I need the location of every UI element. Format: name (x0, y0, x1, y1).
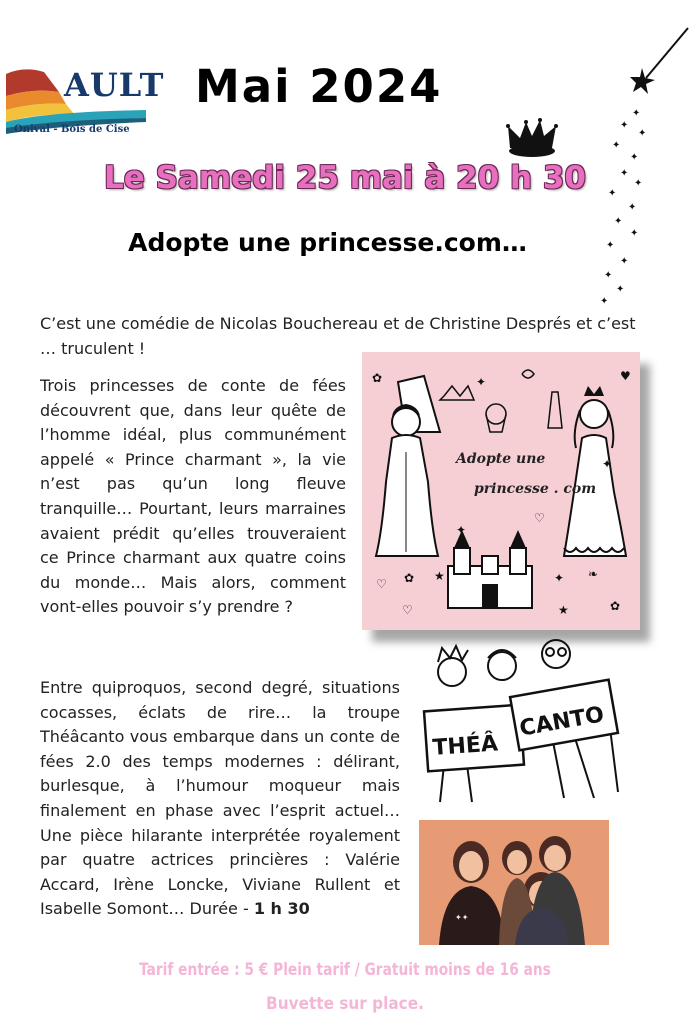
svg-text:✦: ✦ (476, 375, 487, 389)
svg-text:★: ★ (434, 569, 445, 583)
troupe-logo-part-1: THÉÂ (431, 731, 499, 761)
poster-title-line-2: princesse . com (474, 481, 597, 497)
svg-text:✦: ✦ (630, 228, 639, 239)
svg-text:✦: ✦ (554, 571, 565, 585)
troupe-paragraph (40, 676, 400, 922)
svg-text:✦: ✦ (634, 178, 643, 189)
svg-text:✦: ✦ (602, 457, 613, 471)
actresses-photo (419, 820, 609, 945)
show-title: Adopte une princesse.com… (128, 228, 527, 257)
svg-text:✦: ✦ (606, 240, 615, 251)
troupe-logo-part-2: CANTO (517, 702, 606, 742)
svg-text:❧: ❧ (588, 567, 599, 581)
svg-text:✦: ✦ (632, 108, 641, 119)
svg-text:✦✦: ✦✦ (455, 913, 469, 922)
svg-text:✦: ✦ (616, 284, 625, 295)
svg-text:✦: ✦ (600, 296, 609, 307)
svg-text:✿: ✿ (372, 371, 383, 385)
svg-text:✦: ✦ (614, 216, 623, 227)
story-paragraph: Trois princesses de conte de fées découvrent que, dans leur quête de l’homme idéal, plus communément appelé « Prince charmant », la vie n’est pas qu’un long fleuve tranquille… Pourtant, leurs marraines avaient prédit qu’elles trouveraient ce Prince charmant aux quatre coins du monde… Mais alors, comment vont-elles pouvoir s’y prendre ? (40, 376, 346, 617)
crown-icon (506, 118, 558, 160)
svg-text:✦: ✦ (456, 523, 467, 537)
svg-text:♡: ♡ (402, 603, 413, 617)
svg-text:♡: ♡ (534, 511, 545, 525)
svg-text:✦: ✦ (620, 168, 629, 179)
svg-text:✦: ✦ (620, 256, 629, 267)
page-title: Mai 2024 (195, 60, 443, 113)
poster-title-line-1: Adopte une (456, 451, 546, 467)
theacanto-logo (418, 632, 640, 808)
buvette-info: Buvette sur place. (266, 994, 424, 1014)
svg-text:✦: ✦ (612, 140, 621, 151)
logo-subtitle: Onival - Bois de Cise (14, 124, 130, 135)
svg-text:✦: ✦ (628, 202, 637, 213)
intro-paragraph: C’est une comédie de Nicolas Bouchereau et de Christine Després et c’est … truculent ! (40, 314, 636, 358)
event-date: Le Samedi 25 mai à 20 h 30 (104, 160, 586, 196)
svg-text:✦: ✦ (608, 188, 617, 199)
svg-text:♡: ♡ (376, 577, 387, 591)
logo-wordmark: AULT (64, 66, 165, 104)
price-info: Tarif entrée : 5 € Plein tarif / Gratuit moins de 16 ans (139, 960, 551, 980)
svg-text:✦: ✦ (604, 270, 613, 281)
duration-value: 1 h 30 (253, 899, 310, 919)
svg-text:✦: ✦ (630, 152, 639, 163)
svg-text:✿: ✿ (404, 571, 415, 585)
svg-text:✦: ✦ (638, 128, 647, 139)
svg-text:★: ★ (558, 603, 569, 617)
svg-text:♥: ♥ (620, 369, 631, 383)
svg-text:✿: ✿ (610, 599, 621, 613)
troupe-text: Entre quiproquos, second degré, situations cocasses, éclats de rire… la troupe Théâcanto vous embarque dans un conte de fées 2.0 des temps modernes : délirant, burlesque, à l’humour moqueur mais finalement en phase avec l’esprit actuel… Une pièce hilarante interprétée royalement par quatre actrices princières : Valérie Accard, Irène Loncke, Viviane Rullent et Isabelle Somont… Durée - (40, 678, 400, 919)
svg-text:✦: ✦ (620, 120, 629, 131)
